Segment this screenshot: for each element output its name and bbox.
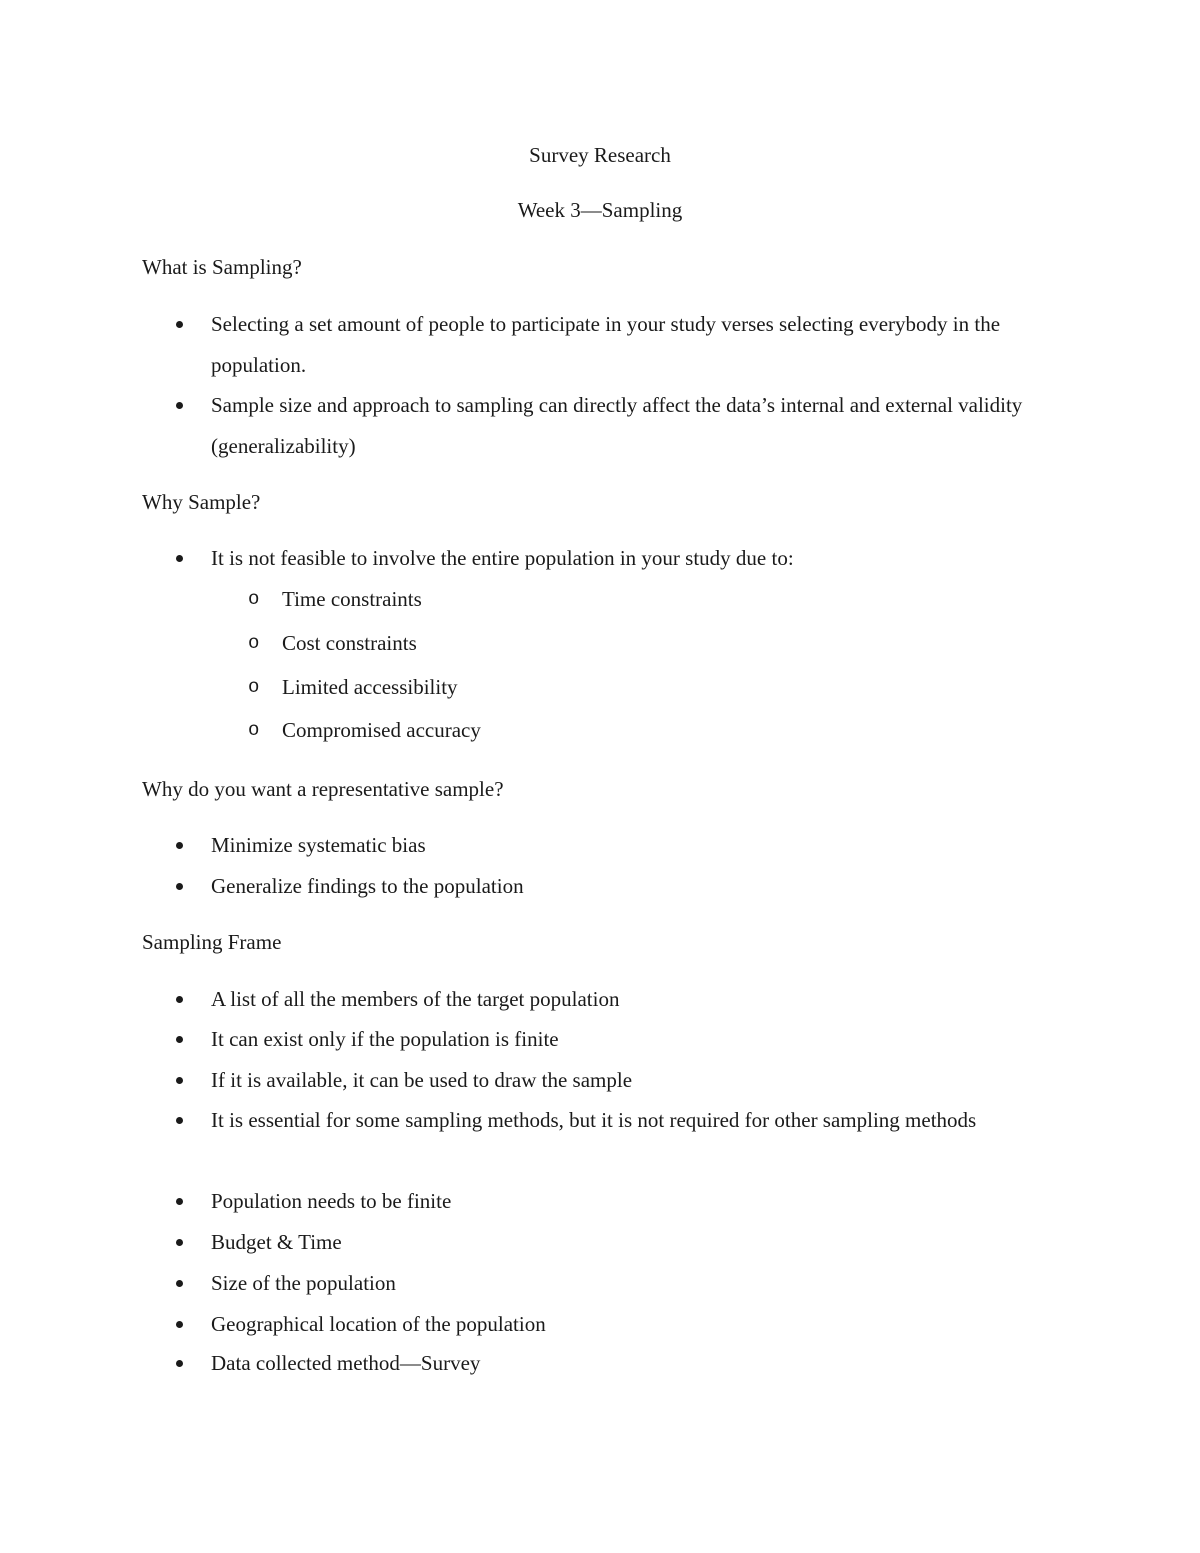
- list-item: Data collected method—Survey: [211, 1351, 481, 1375]
- document-title: Survey Research: [529, 143, 671, 167]
- sub-list-item: Cost constraints: [282, 631, 417, 655]
- list-item: Sample size and approach to sampling can directly affect the data’s internal and external validity (generalizability): [211, 393, 1023, 458]
- sub-bullet-icon: o: [248, 632, 260, 654]
- bullet-icon: [176, 1360, 183, 1367]
- section-heading-what-is-sampling: What is Sampling?: [142, 255, 302, 279]
- list-item: Population needs to be finite: [211, 1189, 452, 1213]
- list-item: It is not feasible to involve the entire population in your study due to:: [211, 546, 794, 570]
- sub-list-item: Compromised accuracy: [282, 718, 481, 742]
- bullet-icon: [176, 1117, 183, 1124]
- bullet-icon: [176, 1239, 183, 1246]
- bullet-icon: [176, 402, 183, 409]
- section-heading-why-sample: Why Sample?: [142, 490, 261, 514]
- section-heading-sampling-frame: Sampling Frame: [142, 930, 282, 954]
- bullet-icon: [176, 321, 183, 328]
- sub-bullet-icon: o: [248, 719, 260, 741]
- bullet-icon: [176, 1321, 183, 1328]
- list-item: Generalize findings to the population: [211, 874, 524, 898]
- list-item: If it is available, it can be used to draw the sample: [211, 1068, 633, 1092]
- bullet-icon: [176, 842, 183, 849]
- sub-bullet-icon: o: [248, 676, 260, 698]
- list-item: Selecting a set amount of people to participate in your study verses selecting everybody in the population.: [211, 312, 1001, 377]
- sub-list-item: Time constraints: [282, 587, 422, 611]
- list-item: It is essential for some sampling methods, but it is not required for other sampling methods: [211, 1108, 977, 1132]
- sub-bullet-icon: o: [248, 588, 260, 610]
- bullet-icon: [176, 1198, 183, 1205]
- list-item: Minimize systematic bias: [211, 833, 426, 857]
- section-heading-representative-sample: Why do you want a representative sample?: [142, 777, 504, 801]
- sub-list-item: Limited accessibility: [282, 675, 458, 699]
- bullet-icon: [176, 883, 183, 890]
- list-item: Geographical location of the population: [211, 1312, 546, 1336]
- list-item: It can exist only if the population is finite: [211, 1027, 559, 1051]
- document-subtitle: Week 3—Sampling: [517, 198, 683, 222]
- bullet-icon: [176, 1077, 183, 1084]
- list-item: A list of all the members of the target population: [211, 987, 620, 1011]
- list-item: Size of the population: [211, 1271, 396, 1295]
- bullet-icon: [176, 1280, 183, 1287]
- bullet-icon: [176, 996, 183, 1003]
- list-item: Budget & Time: [211, 1230, 342, 1254]
- bullet-icon: [176, 555, 183, 562]
- bullet-icon: [176, 1036, 183, 1043]
